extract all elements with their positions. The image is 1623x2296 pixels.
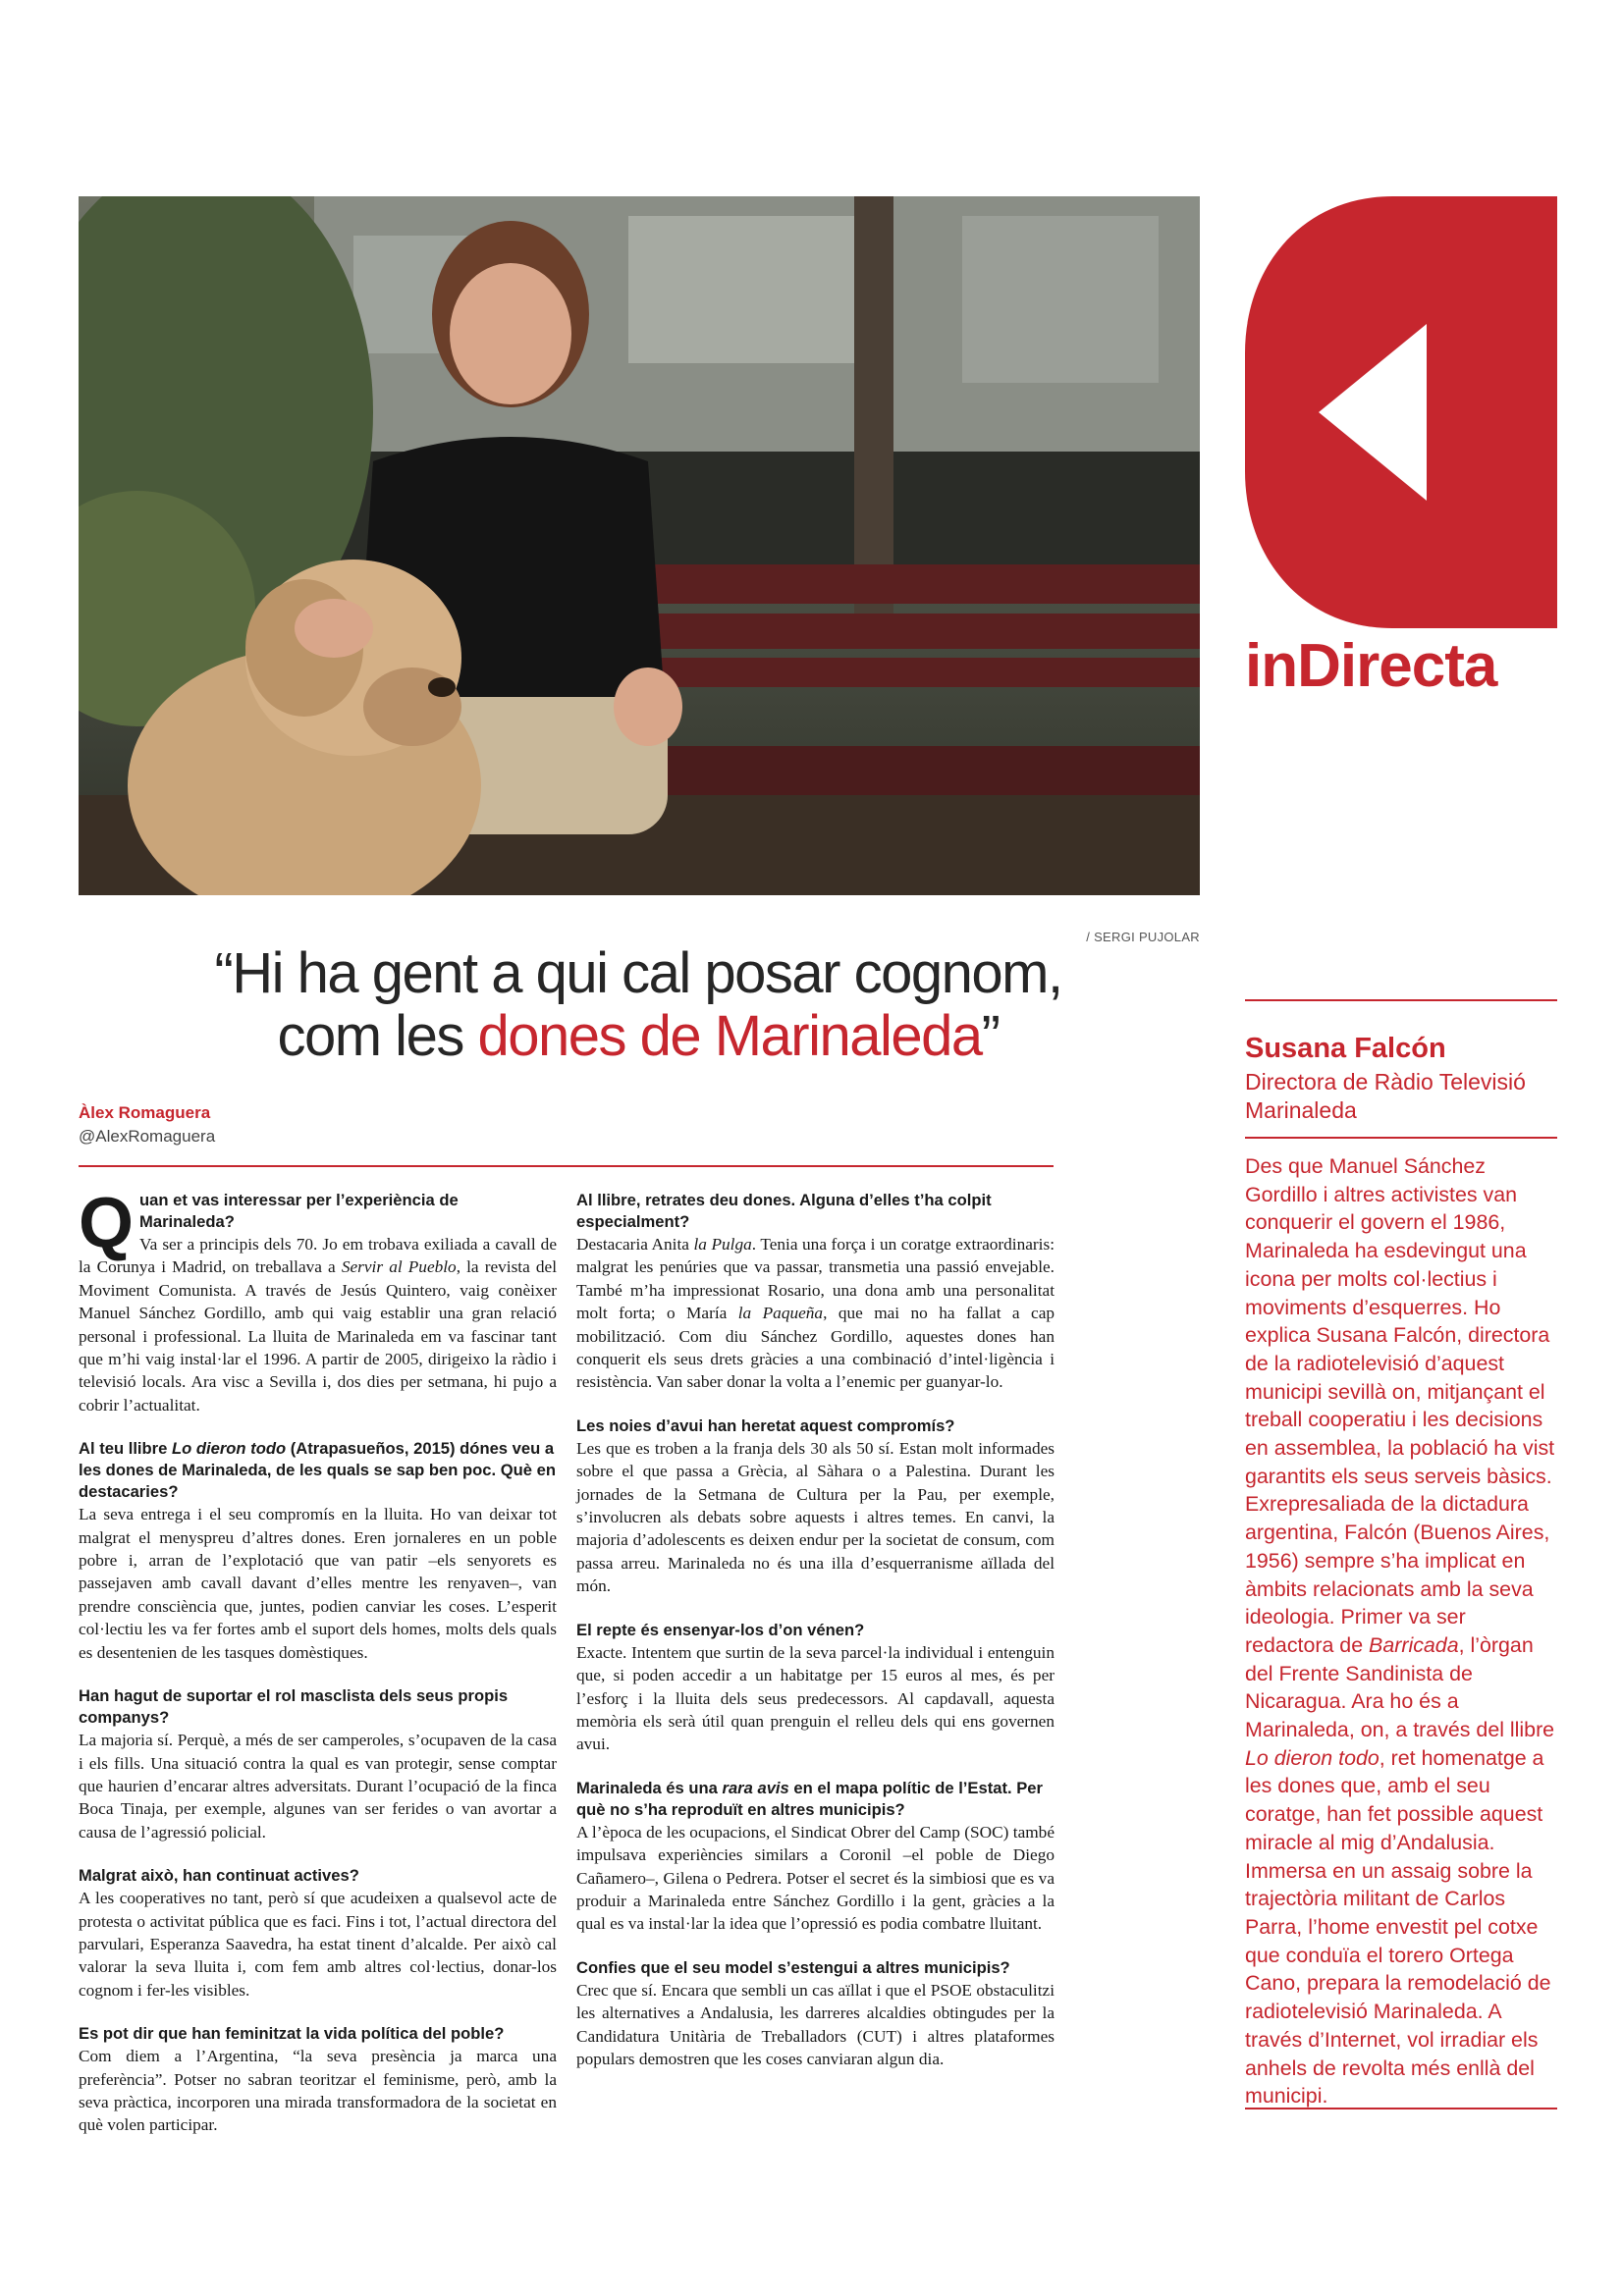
answer: Com diem a l’Argentina, “la seva presència ja marca una preferència”. Potser no sabran teoritzar el feminisme, però, amb la seva pràctica, incorporen una mirada transformadora de la societat en què volen participar. [79,2047,557,2135]
question: Les noies d’avui han heretat aquest compromís? [576,1415,955,1435]
question: Malgrat això, han continuat actives? [79,1866,359,1886]
publication-logo [1245,196,1557,628]
article-column-1 [79,1184,558,2137]
photo-illustration [79,196,1200,895]
question: Al llibre, retrates deu dones. Alguna d’elles t’ha colpit especialment? [576,1191,992,1231]
answer: Les que es troben a la franja dels 30 als 50 sí. Estan molt informades sobre el que passa a Grècia, al Sàhara o a Palestina. Durant les jornades de la Setmana de Cultura per la Pau, per exemple, s’involucren als debats sobre aquests i altres temes. En canvi, la majoria d’adolescents es deixen endur per la societat de consum, com passa arreu. Marinaleda no és una illa d’esquerranisme aïllada del món. [576,1438,1055,1596]
drop-cap: Q [79,1184,135,1262]
sidebar-intro: Des que Manuel Sánchez Gordillo i altres activistes van conquerir el govern el 1986, Marinaleda ha esdevingut una icona per molts col·lectius i moviments d’esquerres. Ho explica Susana Falcón, directora de la radiotelevisió d’aquest municipi sevillà on, mitjançant el treball cooperatiu i les decisions en assemblea, la població ha vist garantits els seus serveis bàsics. Exrepresaliada de la dictadura argentina, Falcón (Buenos Aires, 1956) sempre s’ha implicat en àmbits relacionats amb la seva ideologia. Primer va ser redactora de Barricada, l’òrgan del Frente Sandinista de Nicaragua. Ara ho és a Marinaleda, on, a través del llibre Lo dieron todo, ret homenatge a les dones que, amb el seu coratge, han fet possible aquest miracle al mig d’Andalusia. Immersa en un assaig sobre la trajectòria militant de Carlos Parra, l’home envestit pel cotxe que conduïa el torero Ortega Cano, prepara la remodelació de radiotelevisió Marinaleda. A través d’Internet, vol irradiar els anhels de revolta més enllà del municipi. [1245,1154,1555,2109]
article-photo [79,196,1200,895]
headline-highlight: dones de Marinaleda [477,1004,982,1068]
headline-line-1: “Hi ha gent a qui cal posar cognom, [214,941,1062,1005]
headline-close-quote: ” [981,1004,1000,1068]
headline-text: com les [277,1004,478,1068]
answer: A l’època de les ocupacions, el Sindicat Obrer del Camp (SOC) també impulsava experiències similars a Coronil –el poble de Diego Cañamero–, Gilena o Pedrera. Potser el secret és la simbiosi que es va produir a Marinaleda entre Sánchez Gordillo i la gent, gràcies a la qual es va instal·lar la idea que l’opressió es podia combatre lluitant. [576,1822,1055,1934]
headline-line-2 [79,1005,1198,1068]
sidebar-divider [1245,1137,1557,1139]
question: El repte és ensenyar-los d’on vénen? [576,1620,865,1639]
answer: A les cooperatives no tant, però sí que acudeixen a qualsevol acte de protesta o activitat pública que es faci. Fins i tot, l’actual directora del parvulari, Esperanza Saavedra, ha estat tinent d’alcalde. Per això cal valorar la seva lluita i, com fem amb altres col·lectius, donar-los cognom i fer-les visibles. [79,1889,557,2000]
divider [79,1165,1054,1167]
article-column-2 [576,1190,1055,2070]
author-name: Àlex Romaguera [79,1103,211,1122]
answer: Crec que sí. Encara que sembli un cas aïllat i que el PSOE obstaculitzi les alternatives a Andalusia, les darreres alcaldies obtingudes per la Candidatura Unitària de Treballadors (CUT) i altres plataformes populars demostren que les coses canviaran algun dia. [576,1980,1055,2068]
brand-name: inDirecta [1245,632,1497,700]
interviewee-role: Directora de Ràdio Televisió Marinaleda [1245,1069,1526,1123]
answer: Exacte. Intentem que surtin de la seva parcel·la individual i entenguin que, si poden accedir a un habitatge per 15 euros al mes, és per l’esforç i la lluita dels seus predecessors. Al capdavall, aquesta memòria els serà útil quan prenguin el relleu dels qui ens governen avui. [576,1642,1055,1754]
question: Al teu llibre Lo dieron todo (Atrapasueños, 2015) dónes veu a les dones de Marinaleda, de les quals se sap ben poc. Què en destacaries? [79,1439,556,1502]
question: Han hagut de suportar el rol masclista dels seus propis companys? [79,1686,509,1728]
interviewee-name: Susana Falcón [1245,1033,1446,1064]
question: Marinaleda és una rara avis en el mapa polític de l’Estat. Per què no s’ha reproduït en altres municipis? [576,1778,1043,1819]
answer: Destacaria Anita la Pulga. Tenia una força i un coratge extraordinaris: malgrat les penúries que va passar, transmetia una passió envejable. També m’ha impressionat Rosario, una dona amb una personalitat molt forta; o María la Paqueña, que mai no ha fallat a cap mobilització. Com diu Sánchez Gordillo, aquestes dones han conquerit els seus drets gràcies a una combinació d’intel·ligència i resistència. Van saber donar la volta a l’enemic per guanyar-lo. [576,1235,1055,1392]
photo-credit: / SERGI PUJOLAR [1086,930,1200,944]
sidebar-divider [1245,2108,1557,2109]
question: Confies que el seu model s’estengui a altres municipis? [576,1957,1010,1977]
answer: La seva entrega i el seu compromís en la lluita. Ho van deixar tot malgrat el menyspreu d’altres dones. Eren jornaleres en un poble pobre i, arran de l’explotació que van patir –els senyorets es passejaven amb cavall davant d’elles mentre les renyaven–, van prendre consciència que, juntes, podien canviar les coses. L’esperit col·lectiu les va fer fortes amb el suport dels homes, molts dels quals es desentenien de les tasques domèstiques. [79,1505,557,1662]
answer: La majoria sí. Perquè, a més de ser camperoles, s’ocupaven de la casa i els fills. Una situació contra la qual es van protegir, sense comptar que haurien d’encarar altres adversitats. Durant l’ocupació de la finca Boca Tinaja, per exemple, algunes van ser ferides o van avortar a causa de l’agressió policial. [79,1731,557,1842]
question: uan et vas interessar per l’experiència de Marinaleda? [139,1191,459,1231]
author-handle: @AlexRomaguera [79,1127,216,1146]
question: Es pot dir que han feminitzat la vida política del poble? [79,2024,505,2044]
sidebar-divider [1245,999,1557,1001]
headline [79,942,1198,1068]
answer: Va ser a principis dels 70. Jo em trobava exiliada a cavall de la Corunya i Madrid, on treballava a Servir al Pueblo, la revista del Moviment Comunista. A través de Jesús Quintero, vaig conèixer Manuel Sánchez Gordillo, amb qui vaig establir una gran relació personal i professional. La lluita de Marinaleda em va fascinar tant que m’hi vaig instal·lar el 1996. A partir de 2005, dirigeixo la ràdio i televisió locals. Ara visc a Sevilla i, dos dies per setmana, hi pujo a cobrir l’actualitat. [79,1235,558,1415]
play-triangle-icon [1245,196,1557,628]
